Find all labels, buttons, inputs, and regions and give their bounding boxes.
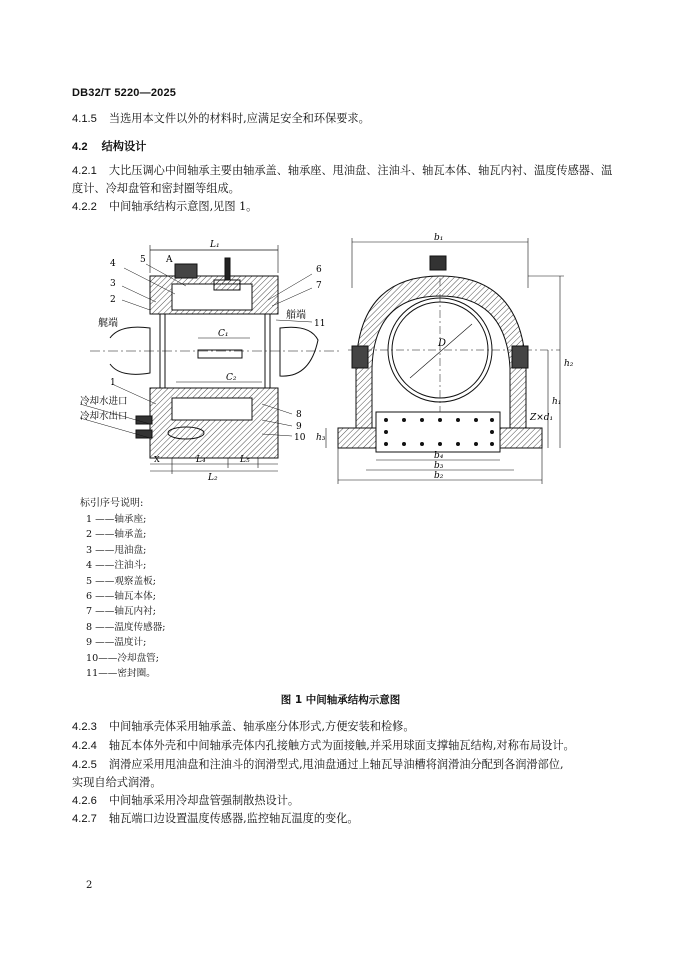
clause-number: 4.2.5 bbox=[72, 759, 97, 771]
callout-5: 5 bbox=[140, 255, 146, 265]
clause-text: 中间轴承采用冷却盘管强制散热设计。 bbox=[108, 794, 300, 807]
section-heading-4-2 bbox=[72, 138, 612, 156]
legend-item: 2 ——轴承盖; bbox=[86, 529, 147, 541]
callout-6: 6 bbox=[316, 265, 322, 275]
bearing-structure-figure bbox=[0, 228, 681, 488]
fore-end-label: 艏端 bbox=[286, 310, 306, 321]
legend-item: 11——密封圈。 bbox=[86, 668, 156, 680]
dim-h3: h₃ bbox=[316, 433, 326, 443]
paragraph-4-2-7 bbox=[72, 810, 612, 828]
dim-b1: b₁ bbox=[434, 233, 444, 243]
legend-item: 3 ——甩油盘; bbox=[86, 544, 147, 556]
clause-number: 4.1.5 bbox=[72, 113, 97, 125]
paragraph-4-2-5-continued bbox=[72, 774, 612, 792]
legend-item: 7 ——轴瓦内衬; bbox=[86, 606, 156, 618]
callout-3: 3 bbox=[110, 279, 116, 289]
legend-item: 1 ——轴承座; bbox=[86, 514, 147, 525]
clause-number: 4.2.4 bbox=[72, 740, 97, 752]
callout-7: 7 bbox=[316, 281, 322, 291]
callout-9: 9 bbox=[296, 422, 302, 432]
dim-c1: C₁ bbox=[218, 329, 229, 339]
clause-number: 4.2 bbox=[72, 141, 88, 153]
dim-b4: b₄ bbox=[434, 451, 444, 461]
clause-text: 当选用本文件以外的材料时,应满足安全和环保要求。 bbox=[108, 112, 370, 125]
legend-list bbox=[86, 512, 166, 681]
clause-text: 实现自给式润滑。 bbox=[72, 776, 162, 789]
clause-number: 4.2.2 bbox=[72, 201, 97, 213]
paragraph-4-2-5 bbox=[72, 756, 612, 774]
clause-text: 中间轴承结构示意图,见图 1。 bbox=[108, 200, 258, 213]
callout-8: 8 bbox=[296, 410, 302, 420]
dim-c2: C₂ bbox=[226, 373, 237, 383]
paragraph-4-2-1 bbox=[72, 162, 612, 180]
legend-item: 6 ——轴瓦本体; bbox=[86, 591, 156, 603]
clause-text: 度计、冷却盘管和密封圈等组成。 bbox=[72, 182, 240, 195]
dim-a: A bbox=[166, 255, 173, 265]
paragraph-4-2-2 bbox=[72, 198, 612, 216]
section-title: 结构设计 bbox=[101, 140, 147, 153]
paragraph-4-2-1-continued bbox=[72, 180, 612, 198]
paragraph-4-2-6 bbox=[72, 792, 612, 810]
callout-2: 2 bbox=[110, 295, 116, 305]
water-outlet-label: 冷却水出口 bbox=[80, 411, 128, 422]
dim-l4: L₄ bbox=[196, 455, 206, 465]
legend-title: 标引序号说明: bbox=[80, 498, 144, 509]
dim-z-d1: Z×d₁ bbox=[530, 413, 554, 423]
legend-item: 10——冷却盘管; bbox=[86, 652, 160, 664]
clause-number: 4.2.6 bbox=[72, 795, 97, 807]
end-view bbox=[326, 238, 564, 484]
figure-caption: 图 1 中间轴承结构示意图 bbox=[280, 694, 401, 706]
page-number: 2 bbox=[86, 880, 93, 891]
dim-l1: L₁ bbox=[210, 240, 220, 250]
paragraph-4-1-5 bbox=[72, 110, 612, 128]
document-code: DB32/T 5220—2025 bbox=[72, 87, 177, 99]
paragraph-4-2-3 bbox=[72, 718, 612, 736]
dim-b3: b₃ bbox=[434, 461, 444, 471]
callout-11: 11 bbox=[314, 319, 326, 329]
aft-end-label: 艉端 bbox=[98, 318, 118, 329]
callout-1: 1 bbox=[110, 378, 116, 388]
callout-4: 4 bbox=[110, 259, 116, 269]
dim-l5: L₅ bbox=[240, 455, 250, 465]
legend-item: 8 ——温度传感器; bbox=[86, 621, 166, 633]
legend-item: 5 ——观察盖板; bbox=[86, 575, 156, 587]
clause-number: 4.2.7 bbox=[72, 813, 97, 825]
callout-10: 10 bbox=[294, 433, 306, 443]
clause-text: 轴瓦端口边设置温度传感器,监控轴瓦温度的变化。 bbox=[108, 812, 359, 825]
water-inlet-label: 冷却水进口 bbox=[80, 396, 128, 407]
legend-item: 9 ——温度计; bbox=[86, 637, 147, 649]
dim-h1: h₁ bbox=[552, 397, 562, 407]
clause-number: 4.2.3 bbox=[72, 721, 97, 733]
clause-number: 4.2.1 bbox=[72, 165, 97, 177]
paragraph-4-2-4 bbox=[72, 737, 612, 755]
legend-item: 4 ——注油斗; bbox=[86, 560, 147, 572]
dim-l2: L₂ bbox=[208, 473, 218, 483]
clause-text: 轴瓦本体外壳和中间轴承壳体内孔接触方式为面接触,并采用球面支撑轴瓦结构,对称布局设计。 bbox=[108, 739, 575, 752]
dim-h2: h₂ bbox=[564, 359, 574, 369]
dim-b2: b₂ bbox=[434, 471, 444, 481]
clause-text: 润滑应采用甩油盘和注油斗的润滑型式,甩油盘通过上轴瓦导油槽将润滑油分配到各润滑部位, bbox=[108, 758, 564, 771]
dim-d: D bbox=[438, 338, 447, 349]
dim-x: X bbox=[154, 455, 160, 464]
clause-text: 中间轴承壳体采用轴承盖、轴承座分体形式,方便安装和检修。 bbox=[108, 720, 415, 733]
clause-text: 大比压调心中间轴承主要由轴承盖、轴承座、甩油盘、注油斗、轴瓦本体、轴瓦内衬、温度传感器、温 bbox=[108, 164, 613, 177]
